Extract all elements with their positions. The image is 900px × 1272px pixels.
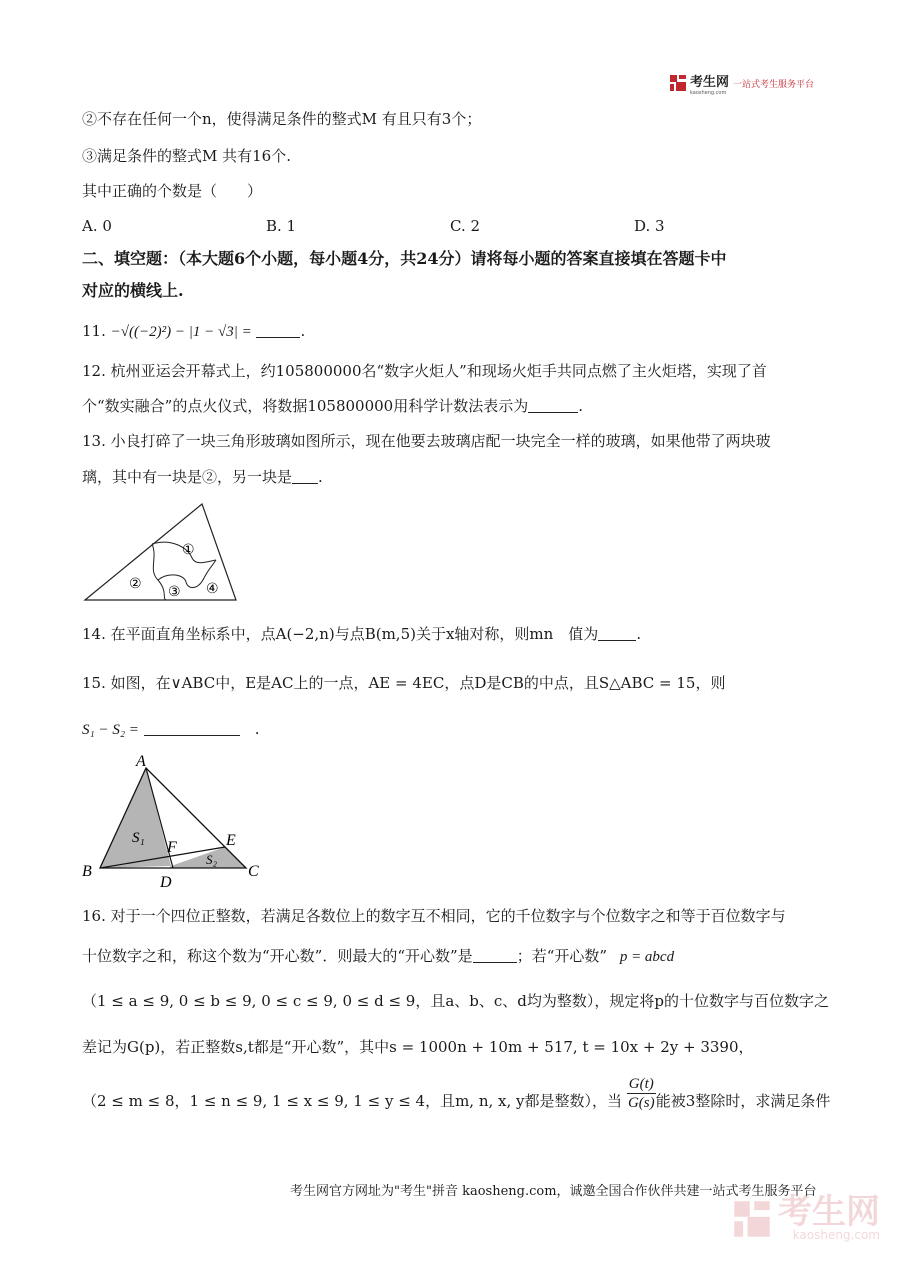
q11-number: 11. — [82, 322, 106, 340]
option-d: D. 3 — [634, 217, 665, 235]
vertex-label-a: A — [136, 753, 146, 770]
q16-line2-text-a: 十位数字之和，称这个数为“开心数”．则最大的“开心数”是 — [82, 947, 473, 965]
watermark-logo-icon — [732, 1199, 772, 1239]
q12-line2-text: 个“数实融合”的点火仪式，将数据105800000用科学计数法表示为 — [82, 397, 529, 415]
watermark — [732, 1192, 880, 1242]
q10-question: 其中正确的个数是（ ） — [82, 182, 263, 200]
vertex-label-c: C — [248, 863, 259, 880]
point-label-e: E — [226, 832, 236, 849]
logo-icon — [669, 74, 687, 92]
q13-answer-blank[interactable] — [292, 468, 318, 484]
q15-answer-blank[interactable] — [144, 720, 240, 736]
q14-answer-blank[interactable] — [598, 625, 636, 641]
q16-line3: （1 ≤ a ≤ 9, 0 ≤ b ≤ 9, 0 ≤ c ≤ 9, 0 ≤ d ≤ 9，且a、b、c、d均为整数），规定将p的十位数字与百位数字之 — [82, 992, 829, 1010]
fraction-numerator: G(t) — [628, 1075, 654, 1092]
q10-item3: ③满足条件的整式M 共有16个. — [82, 147, 291, 165]
q12-answer-blank[interactable] — [528, 397, 578, 413]
q16-line4: 差记为G(p)，若正整数s,t都是“开心数”，其中s = 1000n + 10m + 517, t = 10x + 2y + 3390， — [82, 1038, 754, 1056]
logo-text: 考生网 — [689, 74, 729, 90]
option-b: B. 1 — [266, 217, 297, 235]
q16-line5-text-a: （2 ≤ m ≤ 8，1 ≤ n ≤ 9, 1 ≤ x ≤ 9, 1 ≤ y ≤ 4，且m, n, x, y都是整数），当 — [82, 1092, 623, 1110]
q16-line2 — [82, 945, 674, 968]
region-label-s2: S₂ — [206, 852, 218, 867]
vertex-label-b: B — [82, 863, 92, 880]
q12-line2: 个“数实融合”的点火仪式，将数据105800000用科学计数法表示为 . — [82, 397, 584, 415]
point-label-f: F — [167, 839, 177, 856]
q13-glass-figure — [80, 500, 250, 608]
section2-title-line1: 二、填空题：（本大题6个小题，每小题4分，共24分）请将每小题的答案直接填在答题卡中 — [82, 249, 727, 268]
q16-p-definition: p = abcd — [619, 949, 675, 965]
q15-triangle-figure — [78, 752, 268, 888]
q15-expression: S₁ − S₂ = — [82, 722, 139, 738]
q11-answer-blank[interactable] — [256, 322, 300, 338]
piece-label-1: ① — [182, 542, 195, 558]
q16-fraction — [627, 1075, 656, 1112]
q16-line5 — [82, 1075, 831, 1112]
q15-line2: S₁ − S₂ = . — [82, 720, 260, 738]
q16-line1: 16. 对于一个四位正整数，若满足各数位上的数字互不相同，它的千位数字与个位数字之和等于百位数字与 — [82, 907, 786, 925]
fraction-denominator: G(s) — [627, 1094, 655, 1111]
footer-text: 考生网官方网址为"考生"拼音 kaosheng.com，诚邀全国合作伙伴共建一站式考生服务平台 — [290, 1184, 817, 1199]
piece-label-4: ④ — [206, 581, 219, 597]
watermark-text: 考生网 — [778, 1192, 880, 1232]
crack-line-1 — [152, 544, 166, 600]
logo-sub: kaosheng.com — [689, 89, 727, 96]
q11-expression: −√((−2)²) − |1 − √3| = — [110, 324, 252, 340]
q13-line1: 13. 小良打碎了一块三角形玻璃如图所示，现在他要去玻璃店配一块完全一样的玻璃，如果他带了两块玻 — [82, 432, 771, 450]
q13-line2: 璃，其中有一块是②，另一块是 . — [82, 468, 323, 486]
q12-line1: 12. 杭州亚运会开幕式上，约105800000名“数字火炬人”和现场火炬手共同点燃了主火炬塔，实现了首 — [82, 362, 767, 380]
option-a: A. 0 — [82, 217, 112, 235]
piece-label-2: ② — [129, 576, 142, 592]
q11: 11. −√((−2)²) − |1 − √3| = . — [82, 322, 306, 340]
crack-line-3 — [158, 575, 204, 588]
q14-text: 14. 在平面直角坐标系中，点A(−2,n)与点B(m,5)关于x轴对称，则mn 值为 — [82, 625, 599, 643]
q14: 14. 在平面直角坐标系中，点A(−2,n)与点B(m,5)关于x轴对称，则mn 值为 . — [82, 625, 642, 643]
piece-label-3: ③ — [168, 584, 181, 600]
q16-line2-text-b: ；若“开心数” — [516, 947, 608, 965]
point-label-d: D — [160, 874, 172, 888]
q10-item2: ②不存在任何一个n，使得满足条件的整式M 有且只有3个； — [82, 110, 482, 128]
q16-answer-blank-1[interactable] — [473, 947, 517, 963]
watermark-sub: kaosheng.com — [792, 1228, 880, 1242]
q13-line2-text: 璃，其中有一块是②，另一块是 — [82, 468, 293, 486]
logo-tagline: 一站式考生服务平台 — [732, 79, 814, 90]
option-c: C. 2 — [450, 217, 481, 235]
q15-line1: 15. 如图，在∨ABC中，E是AC上的一点，AE = 4EC，点D是CB的中点，且S△ABC = 15，则 — [82, 674, 726, 692]
region-label-s1: S₁ — [132, 830, 145, 846]
logo-wordmark — [690, 71, 729, 96]
section2-title-line2: 对应的横线上. — [82, 281, 184, 300]
header-logo — [669, 72, 814, 94]
crack-line-4 — [204, 560, 216, 578]
q16-line5-text-b: 能被3整除时，求满足条件 — [655, 1092, 831, 1110]
